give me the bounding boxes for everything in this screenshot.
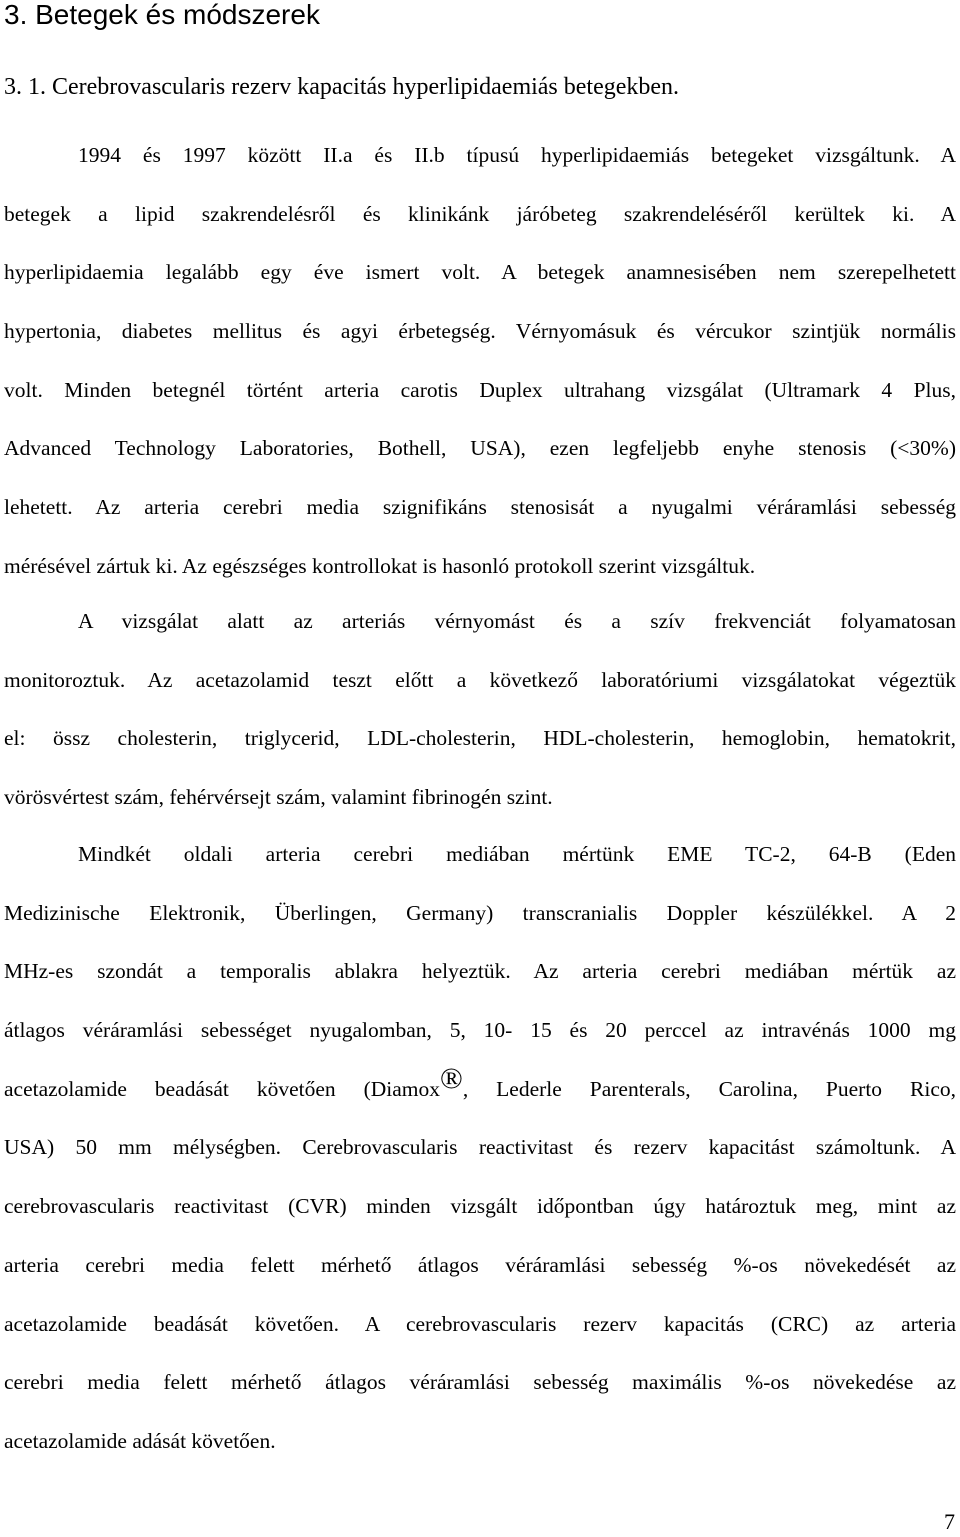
- text-line: volt. Minden betegnél történt arteria carotis Duplex ultrahang vizsgálat (Ultramark 4 Plus,: [4, 377, 956, 402]
- text-line: cerebri media felett mérhető átlagos véráramlási sebesség maximális %-os növekedése az: [4, 1370, 956, 1395]
- text-line: hypertonia, diabetes mellitus és agyi érbetegség. Vérnyomásuk és vércukor szintjük normális: [4, 319, 956, 344]
- paragraph-3: [4, 825, 956, 1471]
- text-segment: acetazolamide beadását követően (Diamox: [4, 1076, 441, 1101]
- paragraph-1: [4, 126, 956, 596]
- text-line: monitoroztuk. Az acetazolamid teszt előtt a következő laboratóriumi vizsgálatokat végeztük: [4, 667, 956, 692]
- text-line: acetazolamide adását követően.: [4, 1428, 276, 1453]
- text-line: Advanced Technology Laboratories, Bothell, USA), ezen legfeljebb enyhe stenosis (<30%): [4, 436, 956, 461]
- text-line: MHz-es szondát a temporalis ablakra helyeztük. Az arteria cerebri mediában mértük az: [4, 959, 956, 984]
- text-line: mérésével zártuk ki. Az egészséges kontrollokat is hasonló protokoll szerint vizsgáltuk.: [4, 553, 756, 578]
- registered-trademark-icon: ®: [440, 1061, 463, 1095]
- text-line: betegek a lipid szakrendelésről és klinikánk járóbeteg szakrendeléséről kerültek ki. A: [4, 201, 956, 226]
- text-segment: , Lederle Parenterals, Carolina, Puerto Rico,: [462, 1076, 956, 1101]
- text-line: vörösvértest szám, fehérvérsejt szám, valamint fibrinogén szint.: [4, 785, 553, 810]
- text-line: el: össz cholesterin, triglycerid, LDL-cholesterin, HDL-cholesterin, hemoglobin, hematokrit,: [4, 726, 956, 751]
- text-line: hyperlipidaemia legalább egy éve ismert volt. A betegek anamnesisében nem szerepelhetett: [4, 260, 956, 285]
- text-line: átlagos véráramlási sebességet nyugalomban, 5, 10- 15 és 20 perccel az intravénás 1000 mg: [4, 1018, 956, 1043]
- text-line: 1994 és 1997 között II.a és II.b típusú hyperlipidaemiás betegeket vizsgáltunk. A: [78, 143, 956, 167]
- text-line: cerebrovascularis reactivitast (CVR) minden vizsgált időpontban úgy határoztuk meg, mint az: [4, 1194, 956, 1219]
- section-heading: 3. Betegek és módszerek: [4, 0, 320, 30]
- text-line: acetazolamide beadását követően. A cerebrovascularis rezerv kapacitás (CRC) az arteria: [4, 1311, 956, 1336]
- text-line: arteria cerebri media felett mérhető átlagos véráramlási sebesség %-os növekedését az: [4, 1252, 956, 1277]
- text-line: A vizsgálat alatt az arteriás vérnyomást és a szív frekvenciát folyamatosan: [78, 609, 956, 633]
- text-line: Mindkét oldali arteria cerebri mediában mértünk EME TC-2, 64-B (Eden: [78, 842, 956, 866]
- text-line: Medizinische Elektronik, Überlingen, Germany) transcranialis Doppler készülékkel. A 2: [4, 900, 956, 925]
- text-line: lehetett. Az arteria cerebri media szignifikáns stenosisát a nyugalmi véráramlási sebesség: [4, 495, 956, 520]
- subsection-heading: 3. 1. Cerebrovascularis rezerv kapacitás hyperlipidaemiás betegekben.: [4, 74, 680, 100]
- text-line: [4, 1060, 956, 1119]
- text-line: USA) 50 mm mélységben. Cerebrovascularis reactivitast és rezerv kapacitást számoltunk. A: [4, 1135, 956, 1160]
- paragraph-2: [4, 592, 956, 827]
- page-number: 7: [944, 1509, 955, 1534]
